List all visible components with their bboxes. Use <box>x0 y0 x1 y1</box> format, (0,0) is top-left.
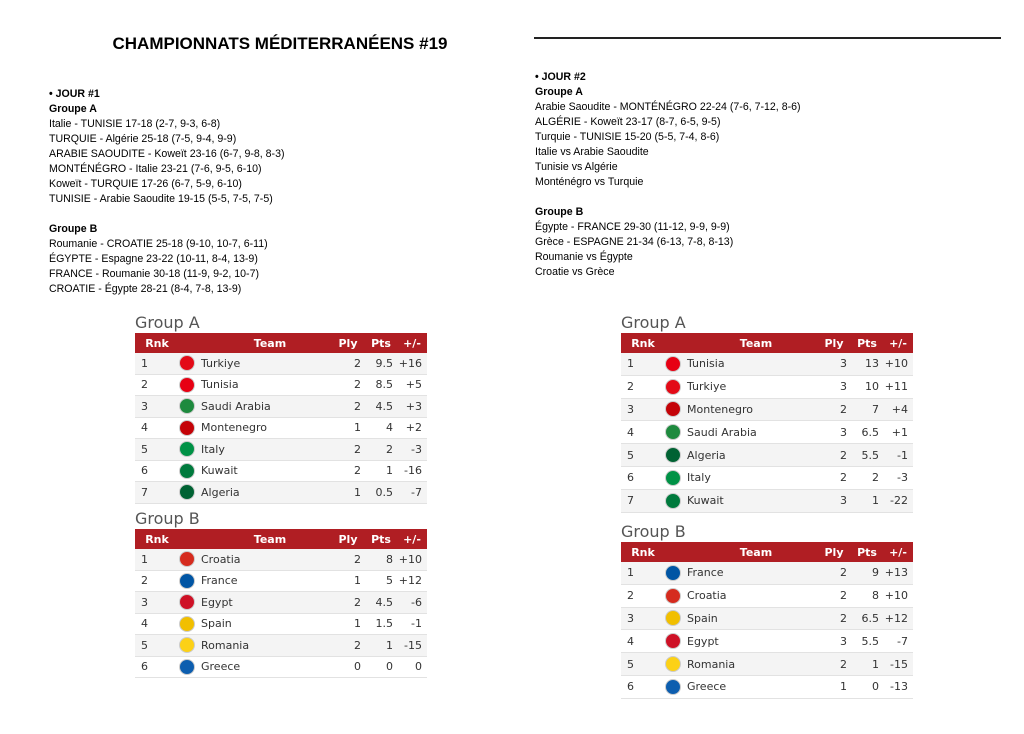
standings-jour2-group-a <box>621 313 913 513</box>
played-cell: 2 <box>354 552 361 566</box>
team-name: Kuwait <box>687 494 724 508</box>
header-ply: Ply <box>824 336 844 350</box>
header-pts: Pts <box>371 336 391 350</box>
team-name: Algeria <box>687 448 726 462</box>
rank-cell: 1 <box>141 356 148 370</box>
page-title: CHAMPIONNATS MÉDITERRANÉENS #19 <box>112 34 448 53</box>
jour1-groupA-results <box>49 117 285 207</box>
flag-icon <box>179 551 195 567</box>
table-row <box>621 490 913 513</box>
goal-diff-cell: 0 <box>415 660 422 674</box>
points-cell: 8 <box>386 552 393 566</box>
goal-diff-cell: -7 <box>411 485 422 499</box>
flag-icon <box>665 401 681 417</box>
flag-icon <box>665 447 681 463</box>
played-cell: 1 <box>354 421 361 435</box>
team-cell <box>665 565 817 581</box>
played-cell: 2 <box>354 442 361 456</box>
table-row <box>621 608 913 631</box>
team-name: Romania <box>201 638 250 652</box>
flag-icon <box>665 470 681 486</box>
goal-diff-cell: +12 <box>398 574 422 588</box>
played-cell: 2 <box>354 356 361 370</box>
goal-diff-cell: -22 <box>890 494 908 508</box>
table-body <box>135 549 427 678</box>
header-pm: +/- <box>889 336 907 350</box>
match-result: Égypte - FRANCE 29-30 (11-12, 9-9, 9-9) <box>535 221 730 233</box>
team-name: Spain <box>201 617 232 631</box>
team-name: Spain <box>687 611 718 625</box>
match-result: Croatie vs Grèce <box>535 266 615 278</box>
team-cell <box>179 573 331 589</box>
standings-jour2-group-b <box>621 522 913 699</box>
team-cell <box>179 551 331 567</box>
played-cell: 1 <box>354 485 361 499</box>
points-cell: 1 <box>872 657 879 671</box>
table-row <box>135 657 427 679</box>
team-cell <box>665 447 817 463</box>
rank-cell: 4 <box>141 421 148 435</box>
rank-cell: 4 <box>627 425 634 439</box>
points-cell: 13 <box>865 357 879 371</box>
team-name: Tunisia <box>687 357 725 371</box>
table-row <box>621 353 913 376</box>
team-cell <box>665 379 817 395</box>
team-cell <box>665 679 817 695</box>
team-cell <box>665 470 817 486</box>
played-cell: 2 <box>354 638 361 652</box>
played-cell: 1 <box>840 680 847 694</box>
team-name: Turkiye <box>201 356 241 370</box>
jour2-groupB-results <box>535 220 801 280</box>
rank-cell: 7 <box>141 485 148 499</box>
played-cell: 2 <box>354 378 361 392</box>
table-header <box>135 529 427 549</box>
header-pts: Pts <box>857 545 877 559</box>
goal-diff-cell: -1 <box>897 448 908 462</box>
team-name: Algeria <box>201 485 240 499</box>
points-cell: 4.5 <box>375 399 393 413</box>
table-row <box>621 399 913 422</box>
match-result: ALGÉRIE - Koweït 23-17 (8-7, 6-5, 9-5) <box>535 116 721 128</box>
flag-icon <box>665 493 681 509</box>
table-row <box>135 614 427 636</box>
rank-cell: 5 <box>627 657 634 671</box>
team-cell <box>179 659 331 675</box>
match-result: FRANCE - Roumanie 30-18 (11-9, 9-2, 10-7) <box>49 268 259 280</box>
match-result: Grèce - ESPAGNE 21-34 (6-13, 7-8, 8-13) <box>535 236 734 248</box>
table-row <box>621 653 913 676</box>
team-name: Italy <box>201 442 225 456</box>
team-name: France <box>201 574 238 588</box>
jour1-groupB-results <box>49 237 285 297</box>
flag-icon <box>179 463 195 479</box>
header-rnk: Rnk <box>145 336 169 350</box>
table-row <box>621 467 913 490</box>
flag-icon <box>665 610 681 626</box>
jour2-heading: • JOUR #2 <box>535 71 586 83</box>
table-row <box>135 418 427 440</box>
points-cell: 5 <box>386 574 393 588</box>
goal-diff-cell: +10 <box>884 589 908 603</box>
goal-diff-cell: +11 <box>884 380 908 394</box>
goal-diff-cell: -16 <box>404 464 422 478</box>
match-result: Tunisie vs Algérie <box>535 161 618 173</box>
table-body <box>621 562 913 699</box>
team-name: Egypt <box>201 595 233 609</box>
team-name: Italy <box>687 471 711 485</box>
points-cell: 9 <box>872 566 879 580</box>
goal-diff-cell: -3 <box>411 442 422 456</box>
played-cell: 2 <box>354 464 361 478</box>
team-cell <box>179 484 331 500</box>
points-cell: 10 <box>865 380 879 394</box>
goal-diff-cell: +13 <box>884 566 908 580</box>
team-cell <box>665 610 817 626</box>
played-cell: 3 <box>840 380 847 394</box>
goal-diff-cell: -6 <box>411 595 422 609</box>
played-cell: 3 <box>840 357 847 371</box>
match-result: Turquie - TUNISIE 15-20 (5-5, 7-4, 8-6) <box>535 131 720 143</box>
team-cell <box>179 594 331 610</box>
flag-icon <box>665 588 681 604</box>
team-name: France <box>687 566 724 580</box>
table-row <box>621 444 913 467</box>
goal-diff-cell: +5 <box>405 378 422 392</box>
rank-cell: 3 <box>141 595 148 609</box>
points-cell: 2 <box>386 442 393 456</box>
match-result: TURQUIE - Algérie 25-18 (7-5, 9-4, 9-9) <box>49 133 237 145</box>
played-cell: 2 <box>840 566 847 580</box>
rank-cell: 5 <box>141 442 148 456</box>
flag-icon <box>179 355 195 371</box>
header-team: Team <box>253 336 287 350</box>
played-cell: 1 <box>354 574 361 588</box>
rank-cell: 6 <box>627 680 634 694</box>
team-name: Montenegro <box>687 402 754 416</box>
team-cell <box>665 633 817 649</box>
team-name: Greece <box>687 680 727 694</box>
jour1-heading: • JOUR #1 <box>49 88 100 100</box>
flag-icon <box>179 441 195 457</box>
header-pm: +/- <box>889 545 907 559</box>
flag-icon <box>179 484 195 500</box>
goal-diff-cell: -15 <box>890 657 908 671</box>
table-row <box>135 461 427 483</box>
points-cell: 4.5 <box>375 595 393 609</box>
header-team: Team <box>739 336 773 350</box>
table-row <box>135 635 427 657</box>
jour2-groupB-label: Groupe B <box>535 206 584 218</box>
played-cell: 2 <box>840 611 847 625</box>
rank-cell: 2 <box>141 378 148 392</box>
team-name: Tunisia <box>201 378 239 392</box>
points-cell: 7 <box>872 402 879 416</box>
flag-icon <box>665 679 681 695</box>
team-cell <box>179 420 331 436</box>
rank-cell: 6 <box>141 464 148 478</box>
points-cell: 0.5 <box>375 485 393 499</box>
group-title: Group A <box>135 313 200 332</box>
points-cell: 4 <box>386 421 393 435</box>
table-header <box>621 542 913 562</box>
table-body <box>135 353 427 504</box>
jour2-section <box>535 70 801 280</box>
header-ply: Ply <box>338 532 358 546</box>
group-title: Group B <box>135 509 200 528</box>
points-cell: 8 <box>872 589 879 603</box>
flag-icon <box>179 637 195 653</box>
played-cell: 3 <box>840 425 847 439</box>
rank-cell: 6 <box>627 471 634 485</box>
table-row <box>135 571 427 593</box>
team-name: Turkiye <box>687 380 727 394</box>
team-cell <box>665 401 817 417</box>
team-name: Kuwait <box>201 464 238 478</box>
rank-cell: 1 <box>627 357 634 371</box>
table-row <box>135 396 427 418</box>
goal-diff-cell: -13 <box>890 680 908 694</box>
table-row <box>621 585 913 608</box>
match-result: MONTÉNÉGRO - Italie 23-21 (7-6, 9-5, 6-10) <box>49 163 262 175</box>
goal-diff-cell: -3 <box>897 471 908 485</box>
header-team: Team <box>253 532 287 546</box>
points-cell: 1 <box>386 464 393 478</box>
goal-diff-cell: -15 <box>404 638 422 652</box>
goal-diff-cell: +12 <box>884 611 908 625</box>
points-cell: 0 <box>386 660 393 674</box>
match-result: Italie vs Arabie Saoudite <box>535 146 649 158</box>
team-name: Montenegro <box>201 421 268 435</box>
goal-diff-cell: -7 <box>897 634 908 648</box>
flag-icon <box>179 377 195 393</box>
played-cell: 3 <box>840 634 847 648</box>
table-row <box>135 353 427 375</box>
match-result: Monténégro vs Turquie <box>535 176 644 188</box>
header-rule <box>534 37 1001 39</box>
match-result: Arabie Saoudite - MONTÉNÉGRO 22-24 (7-6, 7-12, 8-6) <box>535 101 801 113</box>
played-cell: 2 <box>840 471 847 485</box>
table-row <box>135 549 427 571</box>
team-name: Saudi Arabia <box>201 399 271 413</box>
rank-cell: 2 <box>627 380 634 394</box>
team-cell <box>665 656 817 672</box>
header-rnk: Rnk <box>145 532 169 546</box>
match-result: ÉGYPTE - Espagne 23-22 (10-11, 8-4, 13-9) <box>49 253 258 265</box>
points-cell: 8.5 <box>375 378 393 392</box>
played-cell: 2 <box>840 589 847 603</box>
goal-diff-cell: +10 <box>884 357 908 371</box>
header-pm: +/- <box>403 336 421 350</box>
team-cell <box>179 377 331 393</box>
rank-cell: 3 <box>627 611 634 625</box>
team-cell <box>179 441 331 457</box>
header-team: Team <box>739 545 773 559</box>
table-row <box>135 375 427 397</box>
table-row <box>135 439 427 461</box>
team-cell <box>665 588 817 604</box>
flag-icon <box>665 633 681 649</box>
rank-cell: 1 <box>627 566 634 580</box>
flag-icon <box>179 420 195 436</box>
points-cell: 6.5 <box>861 611 879 625</box>
team-name: Romania <box>687 657 736 671</box>
header-ply: Ply <box>824 545 844 559</box>
team-name: Croatia <box>201 552 241 566</box>
match-result: Roumanie vs Égypte <box>535 251 633 263</box>
flag-icon <box>665 656 681 672</box>
header-pts: Pts <box>857 336 877 350</box>
jour2-groupA-results <box>535 100 801 190</box>
flag-icon <box>665 379 681 395</box>
points-cell: 1 <box>872 494 879 508</box>
rank-cell: 7 <box>627 494 634 508</box>
team-cell <box>179 616 331 632</box>
header-pm: +/- <box>403 532 421 546</box>
goal-diff-cell: +1 <box>891 425 908 439</box>
rank-cell: 6 <box>141 660 148 674</box>
rank-cell: 2 <box>627 589 634 603</box>
played-cell: 2 <box>354 399 361 413</box>
match-result: Italie - TUNISIE 17-18 (2-7, 9-3, 6-8) <box>49 118 221 130</box>
jour1-groupB-label: Groupe B <box>49 223 98 235</box>
rank-cell: 1 <box>141 552 148 566</box>
goal-diff-cell: +2 <box>405 421 422 435</box>
match-result: TUNISIE - Arabie Saoudite 19-15 (5-5, 7-5, 7-5) <box>49 193 273 205</box>
points-cell: 6.5 <box>861 425 879 439</box>
flag-icon <box>179 573 195 589</box>
header-ply: Ply <box>338 336 358 350</box>
played-cell: 1 <box>354 617 361 631</box>
points-cell: 9.5 <box>375 356 393 370</box>
played-cell: 2 <box>840 657 847 671</box>
rank-cell: 2 <box>141 574 148 588</box>
match-result: Koweït - TURQUIE 17-26 (6-7, 5-9, 6-10) <box>49 178 242 190</box>
table-row <box>621 562 913 585</box>
jour1-section <box>49 87 285 297</box>
points-cell: 2 <box>872 471 879 485</box>
flag-icon <box>179 659 195 675</box>
flag-icon <box>179 594 195 610</box>
rank-cell: 4 <box>141 617 148 631</box>
team-cell <box>665 493 817 509</box>
goal-diff-cell: -1 <box>411 617 422 631</box>
team-cell <box>665 356 817 372</box>
team-name: Greece <box>201 660 241 674</box>
team-cell <box>179 637 331 653</box>
points-cell: 5.5 <box>861 634 879 648</box>
team-cell <box>179 463 331 479</box>
standings-jour1-group-a <box>135 313 427 504</box>
table-row <box>621 676 913 699</box>
table-body <box>621 353 913 513</box>
points-cell: 0 <box>872 680 879 694</box>
match-result: ARABIE SAOUDITE - Koweït 23-16 (6-7, 9-8, 8-3) <box>49 148 285 160</box>
match-result: CROATIE - Égypte 28-21 (8-4, 7-8, 13-9) <box>49 283 242 295</box>
table-row <box>135 482 427 504</box>
goal-diff-cell: +3 <box>405 399 422 413</box>
played-cell: 3 <box>840 494 847 508</box>
rank-cell: 5 <box>627 448 634 462</box>
rank-cell: 3 <box>627 402 634 416</box>
group-title: Group A <box>621 313 686 332</box>
points-cell: 5.5 <box>861 448 879 462</box>
played-cell: 2 <box>840 448 847 462</box>
table-row <box>135 592 427 614</box>
rank-cell: 3 <box>141 399 148 413</box>
table-row <box>621 376 913 399</box>
table-row <box>621 421 913 444</box>
flag-icon <box>179 398 195 414</box>
flag-icon <box>665 565 681 581</box>
goal-diff-cell: +10 <box>398 552 422 566</box>
played-cell: 2 <box>840 402 847 416</box>
header-pts: Pts <box>371 532 391 546</box>
team-cell <box>179 398 331 414</box>
flag-icon <box>665 356 681 372</box>
flag-icon <box>179 616 195 632</box>
played-cell: 2 <box>354 595 361 609</box>
table-header <box>621 333 913 353</box>
group-title: Group B <box>621 522 686 541</box>
jour2-groupA-label: Groupe A <box>535 86 583 98</box>
points-cell: 1.5 <box>375 617 393 631</box>
table-row <box>621 630 913 653</box>
team-name: Saudi Arabia <box>687 425 757 439</box>
header-rnk: Rnk <box>631 336 655 350</box>
team-name: Croatia <box>687 589 727 603</box>
rank-cell: 5 <box>141 638 148 652</box>
points-cell: 1 <box>386 638 393 652</box>
flag-icon <box>665 424 681 440</box>
header-rnk: Rnk <box>631 545 655 559</box>
standings-jour1-group-b <box>135 509 427 678</box>
played-cell: 0 <box>354 660 361 674</box>
goal-diff-cell: +4 <box>891 402 908 416</box>
table-header <box>135 333 427 353</box>
rank-cell: 4 <box>627 634 634 648</box>
team-cell <box>665 424 817 440</box>
goal-diff-cell: +16 <box>398 356 422 370</box>
jour1-groupA-label: Groupe A <box>49 103 97 115</box>
team-cell <box>179 355 331 371</box>
team-name: Egypt <box>687 634 719 648</box>
match-result: Roumanie - CROATIE 25-18 (9-10, 10-7, 6-11) <box>49 238 268 250</box>
